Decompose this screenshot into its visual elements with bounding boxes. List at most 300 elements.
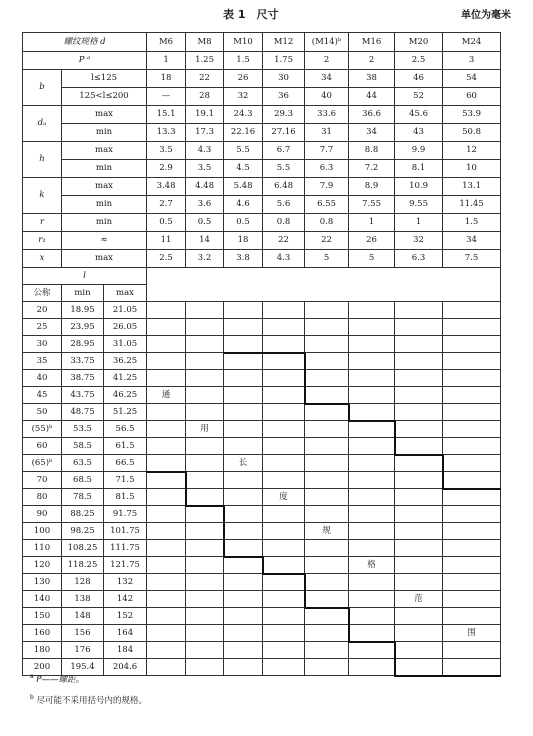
size-header: M10 [224, 33, 263, 52]
spec-value: 14 [186, 232, 224, 250]
range-cell [443, 336, 501, 353]
spec-value: 6.3 [395, 250, 443, 268]
range-cell [443, 387, 501, 404]
range-cell [147, 472, 186, 489]
spec-value: 4.3 [186, 142, 224, 160]
spec-value: 1 [395, 214, 443, 232]
range-cell [443, 438, 501, 455]
spec-value: 2.9 [147, 160, 186, 178]
range-cell [263, 302, 305, 319]
range-cell [349, 574, 395, 591]
range-cell [349, 591, 395, 608]
range-cell [305, 489, 349, 506]
range-boundary [223, 352, 263, 354]
length-max: 56.5 [104, 421, 147, 438]
spec-row [23, 214, 501, 232]
table-title: 表 1 尺寸 [223, 8, 279, 21]
length-max: 46.25 [104, 387, 147, 404]
range-cell [186, 370, 224, 387]
range-cell [395, 319, 443, 336]
spec-value: 4.5 [224, 160, 263, 178]
range-cell [186, 625, 224, 642]
length-row [23, 472, 501, 489]
range-cell [349, 353, 395, 370]
length-min: 38.75 [62, 370, 104, 387]
range-cell [224, 370, 263, 387]
spec-value: 9.55 [395, 196, 443, 214]
symbol-label: P ᵃ [23, 52, 147, 70]
length-min: 176 [62, 642, 104, 659]
length-row [23, 489, 501, 506]
range-boundary [185, 471, 187, 507]
symbol-label: b [23, 70, 62, 106]
length-max: 81.5 [104, 489, 147, 506]
length-row [23, 608, 501, 625]
length-max: 41.25 [104, 370, 147, 387]
symbol-label: r₁ [23, 232, 62, 250]
range-cell [349, 421, 395, 438]
range-boundary [304, 573, 306, 609]
length-min: 33.75 [62, 353, 104, 370]
range-cell [349, 608, 395, 625]
nominal-length: 130 [23, 574, 62, 591]
length-max: 71.5 [104, 472, 147, 489]
range-cell [443, 472, 501, 489]
length-min: 138 [62, 591, 104, 608]
spec-row [23, 88, 501, 106]
range-cell [186, 404, 224, 421]
spec-value: 30 [263, 70, 305, 88]
symbol-sublabel: min [62, 196, 147, 214]
length-max: 21.05 [104, 302, 147, 319]
spec-value: 7.2 [349, 160, 395, 178]
spec-value: 9.9 [395, 142, 443, 160]
length-max: 61.5 [104, 438, 147, 455]
spec-value: 3 [443, 52, 501, 70]
spec-value: 8.9 [349, 178, 395, 196]
min-header: min [62, 285, 104, 302]
length-min: 148 [62, 608, 104, 625]
size-header: M6 [147, 33, 186, 52]
range-cell [147, 302, 186, 319]
range-boundary [348, 420, 395, 422]
range-cell [443, 523, 501, 540]
range-cell [395, 370, 443, 387]
range-cell [224, 574, 263, 591]
nominal-length: 70 [23, 472, 62, 489]
range-boundary [442, 488, 501, 490]
symbol-sublabel: 125<l≤200 [62, 88, 147, 106]
spec-value: 19.1 [186, 106, 224, 124]
range-cell [349, 659, 395, 676]
length-row [23, 404, 501, 421]
symbol-sublabel: max [62, 250, 147, 268]
spec-value: 5.5 [263, 160, 305, 178]
range-cell [263, 642, 305, 659]
spec-value: 34 [305, 70, 349, 88]
nominal-length: 20 [23, 302, 62, 319]
nominal-header: 公称 [23, 285, 62, 302]
range-cell [186, 319, 224, 336]
spec-row [23, 250, 501, 268]
range-boundary [304, 607, 349, 609]
spec-value: 2.7 [147, 196, 186, 214]
range-cell [263, 353, 305, 370]
spec-value: 53.9 [443, 106, 501, 124]
spec-value: 11.45 [443, 196, 501, 214]
spec-value: 3.2 [186, 250, 224, 268]
range-cell [305, 625, 349, 642]
spec-value: 1.5 [443, 214, 501, 232]
length-max: 204.6 [104, 659, 147, 676]
range-cell [395, 455, 443, 472]
range-boundary [394, 420, 396, 456]
range-cell [147, 574, 186, 591]
range-cell [186, 336, 224, 353]
dimension-table [22, 32, 501, 676]
length-min: 156 [62, 625, 104, 642]
spec-value: 4.48 [186, 178, 224, 196]
range-cell [263, 404, 305, 421]
range-cell [395, 421, 443, 438]
nominal-length: 120 [23, 557, 62, 574]
range-cell [395, 557, 443, 574]
blank-area [147, 268, 501, 302]
range-cell [349, 642, 395, 659]
range-cell [186, 506, 224, 523]
range-cell [395, 302, 443, 319]
spec-value: 46 [395, 70, 443, 88]
length-min: 118.25 [62, 557, 104, 574]
length-min: 68.5 [62, 472, 104, 489]
symbol-sublabel: min [62, 214, 147, 232]
spec-value: 1 [349, 214, 395, 232]
spec-value: 22 [186, 70, 224, 88]
range-cell [305, 421, 349, 438]
range-cell [349, 319, 395, 336]
spec-value: 13.1 [443, 178, 501, 196]
nominal-length: 25 [23, 319, 62, 336]
length-row [23, 540, 501, 557]
range-cell [349, 540, 395, 557]
range-cell [147, 455, 186, 472]
spec-value: 34 [443, 232, 501, 250]
spec-value: 18 [147, 70, 186, 88]
range-cell [147, 319, 186, 336]
spec-value: 22.16 [224, 124, 263, 142]
size-header: M16 [349, 33, 395, 52]
length-row [23, 319, 501, 336]
range-cell [224, 472, 263, 489]
range-cell [349, 438, 395, 455]
spec-value: 26 [224, 70, 263, 88]
length-min: 108.25 [62, 540, 104, 557]
length-min: 53.5 [62, 421, 104, 438]
spec-value: 44 [349, 88, 395, 106]
length-max: 31.05 [104, 336, 147, 353]
nominal-length: (65)ᵇ [23, 455, 62, 472]
range-label: 规 [305, 523, 349, 540]
spec-value: 29.3 [263, 106, 305, 124]
spec-value: 0.8 [305, 214, 349, 232]
spec-value: 3.5 [186, 160, 224, 178]
spec-value: 24.3 [224, 106, 263, 124]
range-cell [443, 540, 501, 557]
range-cell [186, 557, 224, 574]
length-row [23, 574, 501, 591]
nominal-length: 50 [23, 404, 62, 421]
symbol-sublabel: min [62, 124, 147, 142]
length-min: 28.95 [62, 336, 104, 353]
range-cell [305, 659, 349, 676]
spec-value: 31 [305, 124, 349, 142]
range-cell [147, 489, 186, 506]
range-cell [224, 591, 263, 608]
range-boundary [348, 607, 350, 643]
length-max: 91.75 [104, 506, 147, 523]
range-cell [395, 608, 443, 625]
length-row [23, 387, 501, 404]
range-cell [263, 659, 305, 676]
range-cell [349, 336, 395, 353]
range-cell [305, 319, 349, 336]
range-cell [186, 387, 224, 404]
spec-value: 7.55 [349, 196, 395, 214]
range-cell [186, 523, 224, 540]
range-cell [186, 540, 224, 557]
range-cell [305, 302, 349, 319]
range-cell [305, 353, 349, 370]
spec-value: 1.75 [263, 52, 305, 70]
length-row [23, 438, 501, 455]
spec-row [23, 52, 501, 70]
footnotes [30, 668, 147, 710]
nominal-length: 140 [23, 591, 62, 608]
spec-row [23, 160, 501, 178]
range-cell [349, 387, 395, 404]
range-cell [263, 625, 305, 642]
range-cell [349, 523, 395, 540]
spec-value: 12 [443, 142, 501, 160]
spec-value: 5 [305, 250, 349, 268]
spec-value: 2.5 [395, 52, 443, 70]
range-cell [395, 506, 443, 523]
spec-value: 17.3 [186, 124, 224, 142]
range-cell [443, 404, 501, 421]
spec-value: 15.1 [147, 106, 186, 124]
range-cell [305, 472, 349, 489]
max-header: max [104, 285, 147, 302]
spec-value: 5.48 [224, 178, 263, 196]
range-cell [395, 336, 443, 353]
range-cell [395, 540, 443, 557]
length-row [23, 625, 501, 642]
length-row [23, 591, 501, 608]
nominal-length: 180 [23, 642, 62, 659]
length-row [23, 370, 501, 387]
spec-value: 5.6 [263, 196, 305, 214]
range-cell [305, 608, 349, 625]
length-max: 164 [104, 625, 147, 642]
length-max: 142 [104, 591, 147, 608]
range-cell [147, 353, 186, 370]
spec-value: 54 [443, 70, 501, 88]
footnote-b: $^b$ 尽可能不采用括号内的规格。 [30, 693, 148, 706]
range-cell [305, 591, 349, 608]
range-cell [349, 472, 395, 489]
length-min: 23.95 [62, 319, 104, 336]
spec-value: 1 [147, 52, 186, 70]
size-header: M20 [395, 33, 443, 52]
spec-value: 13.3 [147, 124, 186, 142]
range-cell [186, 659, 224, 676]
spec-value: 4.6 [224, 196, 263, 214]
range-cell [443, 370, 501, 387]
range-cell [305, 506, 349, 523]
range-label: 度 [263, 489, 305, 506]
spec-value: 8.8 [349, 142, 395, 160]
length-row [23, 642, 501, 659]
range-cell [147, 591, 186, 608]
length-max: 184 [104, 642, 147, 659]
spec-value: 2 [349, 52, 395, 70]
range-cell [147, 421, 186, 438]
spec-value: 0.5 [186, 214, 224, 232]
length-min: 78.5 [62, 489, 104, 506]
range-cell [263, 506, 305, 523]
range-cell [224, 659, 263, 676]
range-cell [224, 353, 263, 370]
range-cell [263, 421, 305, 438]
range-cell [395, 642, 443, 659]
spec-value: 36.6 [349, 106, 395, 124]
spec-value: 10.9 [395, 178, 443, 196]
range-cell [186, 438, 224, 455]
range-cell [349, 506, 395, 523]
spec-value: 36 [263, 88, 305, 106]
range-boundary [185, 505, 224, 507]
spec-row [23, 106, 501, 124]
symbol-label: dₐ [23, 106, 62, 142]
length-min: 98.25 [62, 523, 104, 540]
length-min: 58.5 [62, 438, 104, 455]
spec-row [23, 70, 501, 88]
range-label: 格 [349, 557, 395, 574]
spec-value: 2 [305, 52, 349, 70]
spec-value: 3.8 [224, 250, 263, 268]
symbol-label: r [23, 214, 62, 232]
spec-value: 2.5 [147, 250, 186, 268]
spec-value: 6.48 [263, 178, 305, 196]
length-max: 121.75 [104, 557, 147, 574]
symbol-label: k [23, 178, 62, 214]
length-row [23, 421, 501, 438]
range-label: 用 [186, 421, 224, 438]
spec-value: 10 [443, 160, 501, 178]
range-cell [147, 642, 186, 659]
range-cell [263, 319, 305, 336]
range-cell [395, 387, 443, 404]
spec-value: 32 [224, 88, 263, 106]
range-cell [395, 574, 443, 591]
spec-row [23, 142, 501, 160]
footnote-a: $^a$ P——螺距。 [30, 673, 85, 685]
range-cell [224, 523, 263, 540]
range-cell [263, 540, 305, 557]
range-cell [263, 557, 305, 574]
range-cell [263, 472, 305, 489]
length-label: l [23, 268, 147, 285]
range-cell [443, 659, 501, 676]
range-cell [395, 472, 443, 489]
range-cell [224, 625, 263, 642]
spec-value: 3.6 [186, 196, 224, 214]
spec-value: 6.55 [305, 196, 349, 214]
length-label-row [23, 268, 501, 285]
length-row [23, 455, 501, 472]
spec-value: 6.7 [263, 142, 305, 160]
range-cell [349, 455, 395, 472]
spec-value: 60 [443, 88, 501, 106]
length-max: 51.25 [104, 404, 147, 421]
length-min: 88.25 [62, 506, 104, 523]
range-cell [349, 404, 395, 421]
range-cell [443, 557, 501, 574]
range-cell [263, 370, 305, 387]
range-cell [224, 421, 263, 438]
nominal-length: 160 [23, 625, 62, 642]
nominal-length: 80 [23, 489, 62, 506]
length-min: 43.75 [62, 387, 104, 404]
spec-value: 50.8 [443, 124, 501, 142]
spec-value: 0.5 [224, 214, 263, 232]
symbol-sublabel: max [62, 142, 147, 160]
range-cell [186, 642, 224, 659]
nominal-length: 150 [23, 608, 62, 625]
range-cell [263, 455, 305, 472]
size-header: (M14)ᵇ [305, 33, 349, 52]
length-row [23, 336, 501, 353]
range-cell [395, 489, 443, 506]
range-cell [305, 642, 349, 659]
spec-value: 6.3 [305, 160, 349, 178]
range-cell [395, 438, 443, 455]
range-cell [147, 540, 186, 557]
spec-value: 7.9 [305, 178, 349, 196]
range-cell [443, 642, 501, 659]
range-cell [224, 506, 263, 523]
nominal-length: 30 [23, 336, 62, 353]
range-cell [443, 319, 501, 336]
length-max: 36.25 [104, 353, 147, 370]
range-boundary [394, 641, 396, 677]
length-row [23, 302, 501, 319]
range-cell [349, 489, 395, 506]
spec-value: 7.7 [305, 142, 349, 160]
nominal-length: 200 [23, 659, 62, 676]
thread-spec-header: 螺纹规格 d [23, 33, 147, 52]
spec-value: 0.8 [263, 214, 305, 232]
spec-value: — [147, 88, 186, 106]
range-label: 长 [224, 455, 263, 472]
length-min: 63.5 [62, 455, 104, 472]
size-header: M8 [186, 33, 224, 52]
range-cell [224, 489, 263, 506]
spec-value: 34 [349, 124, 395, 142]
spec-value: 32 [395, 232, 443, 250]
length-min: 48.75 [62, 404, 104, 421]
range-cell [186, 574, 224, 591]
